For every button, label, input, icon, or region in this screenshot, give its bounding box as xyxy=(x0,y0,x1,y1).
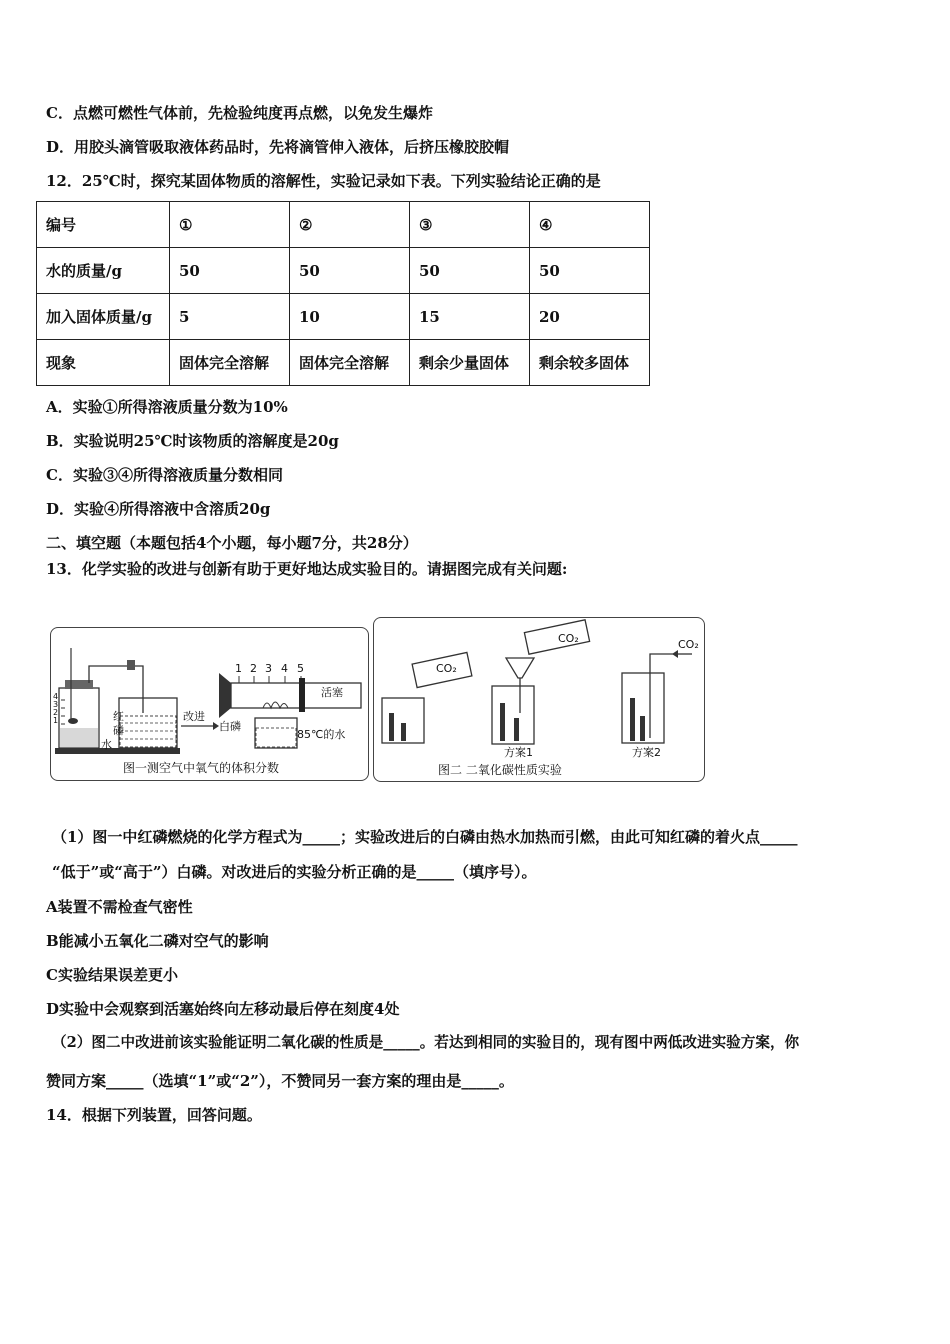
table-cell: 10 xyxy=(290,294,410,340)
table-cell: ② xyxy=(290,202,410,248)
q13-part-2-line-2: 赞同方案_____（选填“1”或“2”），不赞同另一套方案的理由是_____。 xyxy=(46,1072,514,1090)
table-cell: 15 xyxy=(410,294,530,340)
scale-mark: 4 xyxy=(281,662,288,675)
table-cell: 剩余少量固体 xyxy=(410,340,530,386)
table-cell: 现象 xyxy=(37,340,170,386)
q13-option-b: B能减小五氧化二磷对空气的影响 xyxy=(46,932,269,950)
q13-part-2-line-1: （2）图二中改进前该实验能证明二氧化碳的性质是_____。若达到相同的实验目的，现有图中两低改进实验方案，你 xyxy=(52,1034,800,1051)
bottle-mark: 3 xyxy=(53,700,59,709)
q12-experiment-table xyxy=(36,201,650,386)
table-cell: ④ xyxy=(530,202,650,248)
q12-option-a: A．实验①所得溶液质量分数为10% xyxy=(46,398,288,416)
table-cell: 编号 xyxy=(37,202,170,248)
label-hot-water: 85℃的水 xyxy=(297,728,346,741)
table-row xyxy=(37,248,650,294)
label-plan-2: 方案2 xyxy=(632,746,661,759)
figure-1-oxygen-volume xyxy=(50,627,369,781)
q12-option-c: C．实验③④所得溶液质量分数相同 xyxy=(46,466,283,484)
label-red-phosphorus-1: 红 xyxy=(113,710,124,723)
q14-stem: 14．根据下列装置，回答问题。 xyxy=(46,1106,262,1124)
table-cell: 固体完全溶解 xyxy=(290,340,410,386)
q12-option-d: D．实验④所得溶液中含溶质20g xyxy=(46,500,271,518)
figure-2-co2-properties xyxy=(373,617,705,782)
q13-part-1-line-2: “低于”或“高于”）白磷。对改进后的实验分析正确的是_____（填序号）。 xyxy=(52,863,537,881)
label-white-phosphorus: 白磷 xyxy=(219,720,241,733)
table-row xyxy=(37,340,650,386)
scale-mark: 1 xyxy=(235,662,242,675)
scale-mark: 2 xyxy=(250,662,257,675)
q13-option-a: A装置不需检查气密性 xyxy=(46,898,193,916)
table-cell: 20 xyxy=(530,294,650,340)
table-cell: ③ xyxy=(410,202,530,248)
bottle-mark: 1 xyxy=(53,716,59,725)
table-cell: ① xyxy=(170,202,290,248)
table-cell: 剩余较多固体 xyxy=(530,340,650,386)
table-cell: 50 xyxy=(170,248,290,294)
label-plan-1: 方案1 xyxy=(504,746,533,759)
table-cell: 5 xyxy=(170,294,290,340)
table-row xyxy=(37,294,650,340)
q11-option-d: D．用胶头滴管吸取液体药品时，先将滴管伸入液体，后挤压橡胶胶帽 xyxy=(46,138,510,156)
label-water: 水 xyxy=(101,738,112,751)
table-cell: 50 xyxy=(410,248,530,294)
q13-stem: 13．化学实验的改进与创新有助于更好地达成实验目的。请据图完成有关问题: xyxy=(46,560,568,578)
bottle-mark: 4 xyxy=(53,692,59,701)
scale-mark: 3 xyxy=(265,662,272,675)
label-co2: CO₂ xyxy=(436,662,457,675)
q12-option-b: B．实验说明25℃时该物质的溶解度是20g xyxy=(46,432,339,450)
table-cell: 加入固体质量/g xyxy=(37,294,170,340)
table-cell: 50 xyxy=(530,248,650,294)
figure-2-caption: 图二 二氧化碳性质实验 xyxy=(438,763,562,777)
table-cell: 水的质量/g xyxy=(37,248,170,294)
q11-option-c: C．点燃可燃性气体前，先检验纯度再点燃，以免发生爆炸 xyxy=(46,104,433,122)
q12-stem: 12．25℃时，探究某固体物质的溶解性，实验记录如下表。下列实验结论正确的是 xyxy=(46,172,601,190)
bottle-mark: 2 xyxy=(53,708,59,717)
q13-option-c: C实验结果误差更小 xyxy=(46,966,178,984)
figure-1-caption: 图一测空气中氧气的体积分数 xyxy=(123,761,280,775)
q13-part-1-line-1: （1）图一中红磷燃烧的化学方程式为_____；实验改进后的白磷由热水加热而引燃，由此可知红磷的着火点_____ xyxy=(52,828,798,846)
table-cell: 固体完全溶解 xyxy=(170,340,290,386)
q13-option-d: D实验中会观察到活塞始终向左移动最后停在刻度4处 xyxy=(46,1000,400,1018)
table-cell: 50 xyxy=(290,248,410,294)
label-co2: CO₂ xyxy=(678,638,699,651)
scale-mark: 5 xyxy=(297,662,304,675)
table-row xyxy=(37,202,650,248)
section-2-heading: 二、填空题（本题包括4个小题，每小题7分，共28分） xyxy=(46,534,418,552)
label-piston: 活塞 xyxy=(321,686,343,699)
label-red-phosphorus-2: 磷 xyxy=(113,724,124,737)
label-improve: 改进 xyxy=(183,710,205,723)
label-co2: CO₂ xyxy=(558,632,579,645)
figure-1-illustration xyxy=(51,628,368,780)
